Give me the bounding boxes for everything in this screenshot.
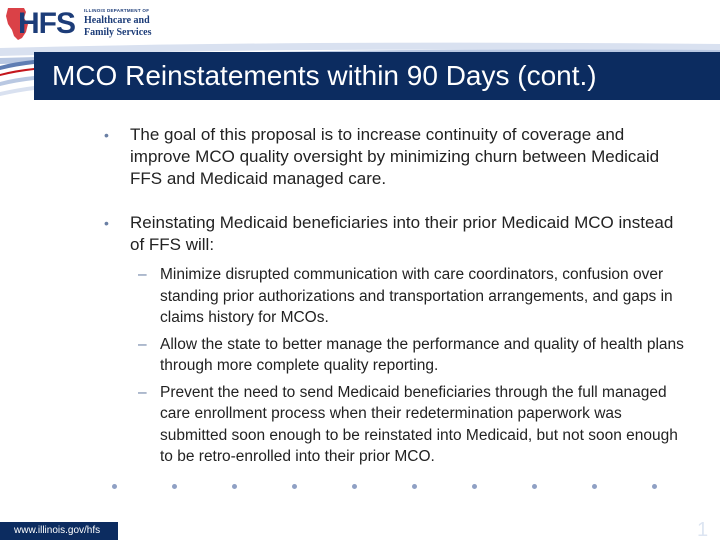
bullet-marker: • [104,127,109,143]
logo-name-line-1: Healthcare and [84,15,150,26]
sub-bullet-text: Prevent the need to send Medicaid beneficiaries through the full managed care enrollment process when their redetermination paperwork was submitted soon enough to be reinstated into Medicaid, but not soon enough to be retro-enrolled into their prior MCO. [160,383,678,465]
hfs-logo [4,4,164,44]
decorative-dot [112,484,117,489]
footer-url: www.illinois.gov/hfs [14,525,101,536]
bullet-item [104,124,684,190]
decorative-dot [232,484,237,489]
logo-abbreviation: HFS [18,7,75,40]
page-number: 1 [697,519,709,540]
decorative-dot [412,484,417,489]
sub-bullet-item [138,334,684,377]
sub-bullet-list [138,264,684,468]
decorative-dot [352,484,357,489]
decorative-dot [532,484,537,489]
bullet-item [104,212,684,468]
decorative-dot [292,484,297,489]
decorative-dot [592,484,597,489]
logo-agency-name [84,15,151,39]
bullet-text: Reinstating Medicaid beneficiaries into their prior Medicaid MCO instead of FFS will: [130,213,674,254]
decorative-dot [472,484,477,489]
decorative-dot [652,484,657,489]
logo-department-line: ILLINOIS DEPARTMENT OF [84,8,150,13]
decorative-dot-row [112,484,672,494]
footer-bar [0,522,118,540]
bullet-text: The goal of this proposal is to increase continuity of coverage and improve MCO quality oversight by minimizing churn between Medicaid FFS and Medicaid managed care. [130,125,660,188]
sub-bullet-text: Minimize disrupted communication with care coordinators, confusion over standing prior authorizations and transportation arrangements, and gaps in claims history for MCOs. [160,266,673,326]
dash-marker: – [138,335,147,353]
logo-name-line-2: Family Services [84,27,152,38]
decorative-dot [172,484,177,489]
sub-bullet-text: Allow the state to better manage the performance and quality of health plans through more complete quality reporting. [160,335,684,374]
slide-body [104,124,684,490]
bullet-marker: • [104,215,109,231]
slide-title: MCO Reinstatements within 90 Days (cont.) [52,60,597,91]
title-bar [34,52,720,100]
dash-marker: – [138,383,147,401]
sub-bullet-item [138,264,684,329]
sub-bullet-item [138,382,684,468]
dash-marker: – [138,266,147,283]
